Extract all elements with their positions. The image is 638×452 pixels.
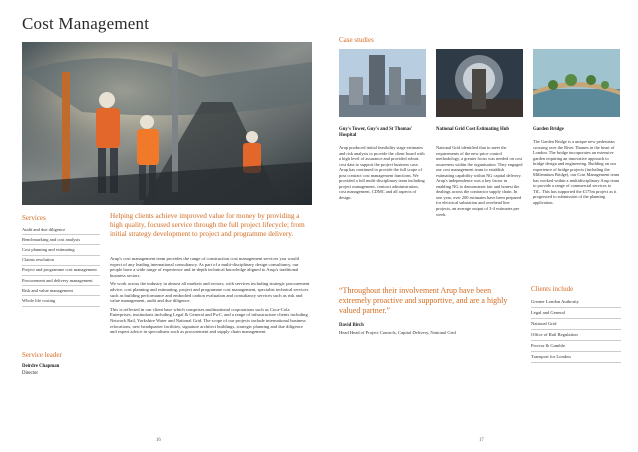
list-item: Risk and value management: [22, 286, 100, 296]
page-number: 17: [479, 438, 484, 443]
right-page: [319, 0, 638, 452]
services-list: [22, 225, 100, 307]
case-body-guys-tower: Arup produced initial feasibility stage estimates and risk analysis to provide the client board with a high level of assurance and provided robust cost data to support the project business case. Arup has continued to provide the full scope of post contract cost management functions. We provided a full multi-disciplinary team including project management, contract administration, cost management, CDMC and all aspects of design.: [339, 145, 425, 200]
case-studies-heading: Case studies: [339, 36, 374, 44]
list-item: Greater London Authority: [531, 297, 621, 308]
quote-author-role: Head Head of Project Controls, Capital Delivery, National Grid: [339, 330, 456, 335]
case-photo-national-grid: [436, 49, 523, 117]
leader-role: Director: [22, 371, 38, 376]
list-item: Claims resolution: [22, 256, 100, 266]
body-text: [110, 256, 310, 338]
case-title-guys-tower: Guy's Tower, Guy's and St Thomas' Hospital: [339, 127, 413, 138]
list-item: Office of Rail Regulation: [531, 330, 621, 341]
paragraph: We work across the industry in almost all markets and sectors, with services including strategic procurement advice, cost planning and estimating, project and programme cost management, specialist technical services such as building performance and embodied carbon evaluation and consultancy services such as risk and value management, audit and due diligence.: [110, 281, 310, 304]
services-heading: Services: [22, 214, 46, 222]
case-body-national-grid: National Grid identified that to meet the requirements of the new price control methodology, a greater focus was needed on cost awareness within the organisation. They engaged our cost management team to establish estimating capability within NG capital delivery. Arup's independence was a key factor in enabling NG to demonstrate fair and honest the dealings across the contractor supply chain. In one year, over 200 estimates have been prepared for electrical substation and overhead line projects, an average output of 3-4 estimates per week.: [436, 145, 523, 217]
case-title-garden-bridge: Garden Bridge: [533, 127, 564, 132]
paragraph: This is reflected in our client base which comprises multinational corporations such as Coca-Cola Enterprises, institutions including Legal & General and PwC, and a range of infrastructure clients including Network Rail, Yorkshire Water and National Grid. The scope of our projects include international business relocations, new headquarter facilities, signature architect buildings, strategic planning and due diligence and expert advice in specialisms such as procurement and supply chain management.: [110, 306, 308, 335]
case-photo-guys-tower: [339, 49, 426, 117]
hero-photo-construction-workers: [22, 42, 312, 205]
clients-list: [531, 297, 621, 363]
page-number: 16: [156, 438, 161, 443]
intro-text: Helping clients achieve improved value for money by providing a high quality, focused service through the full project lifecycle; from initial strategy development to project and programme delivery.: [110, 212, 305, 238]
list-item: Transport for London: [531, 352, 621, 363]
list-item: Benchmarking and cost analysis: [22, 235, 100, 245]
paragraph: Arup's cost management team provides the range of construction cost management services you would expect of any leading international consultancy. As part of a multi-disciplinary design consultancy, our people have a wide range of experience and in-depth technical knowledge aligned to Arup's traditional business sectors.: [110, 256, 299, 278]
list-item: Legal and General: [531, 308, 621, 319]
list-item: Procurement and delivery management: [22, 276, 100, 286]
leader-name: Deirdre Chapman: [22, 364, 60, 369]
list-item: Audit and due diligence: [22, 225, 100, 235]
case-title-national-grid: National Grid Cost Estimating Hub: [436, 127, 510, 132]
case-body-garden-bridge: The Garden Bridge is a unique new pedestrian crossing over the River Thames in the heart of London. The bridge incorporates an extensive garden requiring an innovative approach to bridge design and engineering. Building on our experience of bridge projects (including the Millennium Bridge), our Cost Management team has worked within a multidisciplinary Arup team to provide a range of commercial services to TfL. This has supported the £175m project as it progressed to submission of the planning application.: [533, 139, 620, 206]
list-item: Project and programme cost management: [22, 266, 100, 276]
page-title: Cost Management: [22, 14, 150, 33]
clients-heading: Clients include: [531, 285, 574, 293]
case-photo-garden-bridge: [533, 49, 620, 117]
list-item: National Grid: [531, 319, 621, 330]
list-item: Proctor & Gamble: [531, 341, 621, 352]
quote-author: David Birch: [339, 323, 364, 328]
list-item: Cost planning and estimating: [22, 245, 100, 255]
client-quote: “Throughout their involvement Arup have been extremely proactive and supportive, and are a highly valued partner.”: [339, 286, 508, 315]
service-leader-heading: Service leader: [22, 351, 62, 359]
list-item: Whole life costing: [22, 296, 100, 306]
